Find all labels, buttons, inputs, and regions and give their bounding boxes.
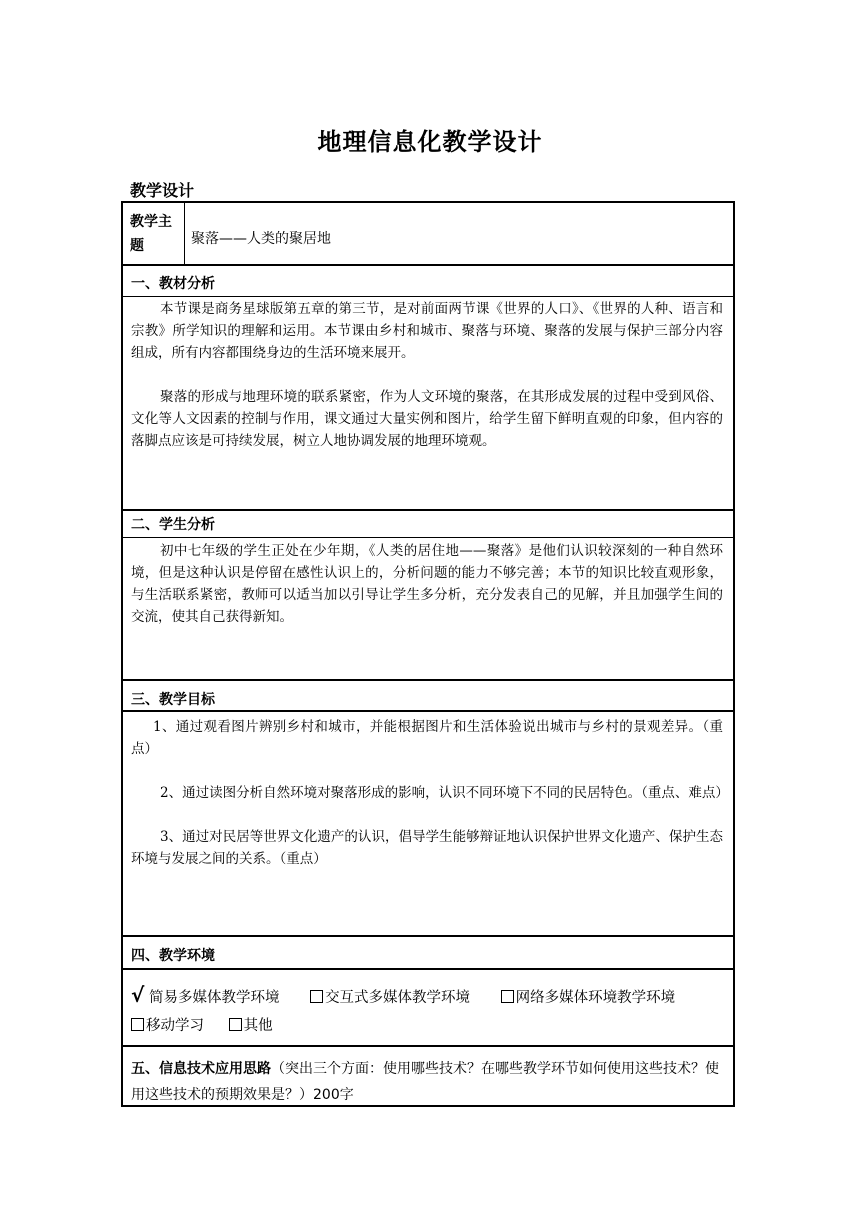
option-simple-multimedia[interactable]: [131, 981, 279, 1012]
option-label: 简易多媒体教学环境: [148, 990, 280, 1006]
section-3-head: 三、教学目标: [131, 692, 215, 708]
goal-item: 3、通过对民居等世界文化遗产的认识，倡导学生能够辩证地认识保护世界文化遗产、保护生态环境与发展之间的关系。（重点）: [131, 829, 723, 867]
option-interactive-multimedia[interactable]: [310, 984, 470, 1012]
section-label: 教学设计: [130, 181, 195, 200]
section-1-head: 一、教材分析: [131, 276, 215, 292]
section-5: [123, 1054, 733, 1108]
checkbox-icon: [229, 1018, 242, 1031]
checkmark-icon: √: [131, 983, 145, 1007]
topic-value: 聚落——人类的聚居地: [191, 231, 331, 247]
goal-item: 1、通过观看图片辨别乡村和城市，并能根据图片和生活体验说出城市与乡村的景观差异。（重点）: [131, 719, 723, 757]
section-1-paragraph: 本节课是商务星球版第五章的第三节，是对前面两节课《世界的人口》、《世界的人种、语言和宗教》所学知识的理解和运用。本节课由乡村和城市、聚落与环境、聚落的发展与保护三部分内容组成，所有内容都围绕身边的生活环境来展开。: [131, 301, 723, 361]
design-table: [121, 201, 735, 1107]
divider: [123, 537, 733, 538]
topic-label-line1: 教学主: [130, 214, 172, 230]
section-3-body: [123, 716, 733, 870]
divider: [123, 296, 733, 297]
goal-item: 2、通过读图分析自然环境对聚落形成的影响，认识不同环境下不同的民居特色。（重点、难点）: [160, 785, 729, 801]
divider: [123, 1045, 733, 1047]
section-1-body: [123, 298, 733, 452]
section-2-paragraph: 初中七年级的学生正处在少年期，《人类的居住地——聚落》是他们认识较深刻的一种自然环境，但是这种认识是停留在感性认识上的，分析问题的能力不够完善；本节的知识比较直观形象，与生活联系紧密，教师可以适当加以引导让学生多分析，充分发表自己的见解，并且加强学生间的交流，使其自己获得新知。: [131, 543, 723, 625]
checkbox-icon: [310, 990, 323, 1003]
option-label: 交互式多媒体教学环境: [325, 990, 471, 1006]
topic-label-line2: 题: [130, 238, 144, 254]
environment-options: [123, 981, 733, 1040]
option-label: 移动学习: [146, 1018, 204, 1034]
checkbox-icon: [131, 1018, 144, 1031]
divider: [123, 968, 733, 970]
option-other[interactable]: [229, 1012, 273, 1040]
option-network-multimedia[interactable]: [501, 984, 676, 1012]
topic-row: [123, 203, 733, 266]
divider: [123, 935, 733, 937]
option-label: 其他: [243, 1018, 273, 1034]
page-title: 地理信息化教学设计: [317, 128, 543, 156]
option-label: 网络多媒体环境教学环境: [515, 990, 676, 1006]
topic-label: [123, 203, 185, 266]
section-5-note: （突出三个方面：使用哪些技术？在哪些教学环节如何使用这些技术？使用这些技术的预期效果是？）200字: [131, 1061, 719, 1103]
section-4-head: 四、教学环境: [131, 948, 215, 964]
divider: [123, 264, 733, 266]
divider: [123, 710, 733, 712]
option-mobile-learning[interactable]: [131, 1012, 204, 1040]
checkbox-icon: [501, 990, 514, 1003]
divider: [123, 679, 733, 681]
section-1-paragraph: 聚落的形成与地理环境的联系紧密，作为人文环境的聚落，在其形成发展的过程中受到风俗、文化等人文因素的控制与作用，课文通过大量实例和图片，给学生留下鲜明直观的印象，但内容的落脚点应该是可持续发展，树立人地协调发展的地理环境观。: [131, 389, 723, 449]
section-2-head: 二、学生分析: [131, 517, 215, 533]
section-5-head: 五、信息技术应用思路: [131, 1061, 271, 1077]
divider: [123, 509, 733, 511]
section-2-body: [123, 540, 733, 628]
